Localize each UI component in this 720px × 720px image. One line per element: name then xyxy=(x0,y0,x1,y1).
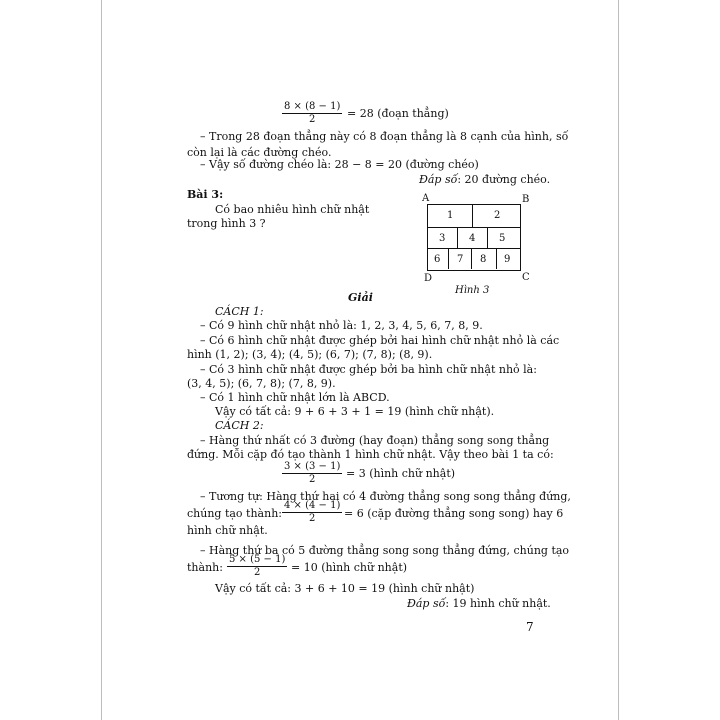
method-2-heading: CÁCH 2: xyxy=(215,419,264,432)
fraction-4 xyxy=(227,554,287,579)
text-line: – Tương tự: Hàng thứ hai có 4 đường thẳng song song thẳng đứng, xyxy=(200,490,571,503)
text-line: thành: xyxy=(187,561,223,574)
corner-label-d: D xyxy=(424,273,433,284)
fraction-2-result: = 3 (hình chữ nhật) xyxy=(346,467,456,480)
text-line: hình chữ nhật. xyxy=(187,524,268,537)
text-line: – Có 1 hình chữ nhật lớn là ABCD. xyxy=(200,391,390,404)
fraction-4-result: = 10 (hình chữ nhật) xyxy=(291,561,408,574)
cell-label: 6 xyxy=(434,254,441,265)
exercise-title: Bài 3: xyxy=(187,188,224,201)
figure-col-divider xyxy=(448,248,449,269)
figure-col-divider xyxy=(496,248,497,269)
fraction-numerator: 3 × (3 − 1) xyxy=(284,461,341,472)
solution-heading: Giải xyxy=(348,291,373,304)
text-line: – Trong 28 đoạn thẳng này có 8 đoạn thẳng là 8 cạnh của hình, số xyxy=(200,130,569,143)
text-line: còn lại là các đường chéo. xyxy=(187,146,332,159)
figure-col-divider xyxy=(471,248,472,269)
text-line: đứng. Mỗi cặp đó tạo thành 1 hình chữ nhật. Vậy theo bài 1 ta có: xyxy=(187,448,554,461)
text-line: – Vậy số đường chéo là: 28 − 8 = 20 (đường chéo) xyxy=(200,158,479,171)
answer-text: : 20 đường chéo. xyxy=(457,173,551,186)
question-line: trong hình 3 ? xyxy=(187,217,266,230)
cell-label: 7 xyxy=(457,254,464,265)
figure-col-divider xyxy=(457,227,458,248)
figure-col-divider xyxy=(487,227,488,248)
fraction-denominator: 2 xyxy=(254,567,261,578)
figure-col-divider xyxy=(472,204,473,227)
cell-label: 1 xyxy=(447,210,454,221)
fraction-numerator: 5 × (5 − 1) xyxy=(229,554,286,565)
corner-label-c: C xyxy=(522,272,530,283)
corner-label-b: B xyxy=(522,194,530,205)
figure-row-divider xyxy=(427,248,520,249)
cell-label: 3 xyxy=(439,233,446,244)
method-1-heading: CÁCH 1: xyxy=(215,305,264,318)
corner-label-a: A xyxy=(422,193,430,204)
answer-text: : 19 hình chữ nhật. xyxy=(445,597,551,610)
fraction-1-result: = 28 (đoạn thẳng) xyxy=(347,107,449,120)
fraction-numerator: 4 × (4 − 1) xyxy=(284,500,341,511)
cell-label: 8 xyxy=(480,254,487,265)
text-line: – Có 9 hình chữ nhật nhỏ là: 1, 2, 3, 4, 5, 6, 7, 8, 9. xyxy=(200,319,483,332)
cell-label: 4 xyxy=(469,233,476,244)
text-line: Vậy có tất cả: 3 + 6 + 10 = 19 (hình chữ nhật) xyxy=(215,582,475,595)
text-line: – Hàng thứ ba có 5 đường thẳng song song thẳng đứng, chúng tạo xyxy=(200,544,570,557)
book-page xyxy=(101,0,619,720)
cell-label: 5 xyxy=(499,233,506,244)
question-line: Có bao nhiêu hình chữ nhật xyxy=(215,203,370,216)
fraction-numerator: 8 × (8 − 1) xyxy=(284,101,341,112)
figure-row-divider xyxy=(427,227,520,228)
text-line: – Có 6 hình chữ nhật được ghép bởi hai hình chữ nhật nhỏ là các xyxy=(200,334,560,347)
fraction-3 xyxy=(282,500,342,525)
answer-label: Đáp số xyxy=(419,173,458,186)
page-number: 7 xyxy=(526,620,534,634)
answer-line-2 xyxy=(407,597,551,611)
cell-label: 2 xyxy=(494,210,501,221)
fraction-denominator: 2 xyxy=(309,474,316,485)
text-line: – Hàng thứ nhất có 3 đường (hay đoạn) thẳng song song thẳng xyxy=(200,434,550,447)
text-line: Vậy có tất cả: 9 + 6 + 3 + 1 = 19 (hình chữ nhật). xyxy=(215,405,495,418)
fraction-2 xyxy=(282,461,342,486)
fraction-denominator: 2 xyxy=(309,114,316,125)
answer-line-1 xyxy=(419,173,550,187)
text-line: chúng tạo thành: xyxy=(187,507,282,520)
cell-label: 9 xyxy=(504,254,511,265)
text-line: hình (1, 2); (3, 4); (4, 5); (6, 7); (7, 8); (8, 9). xyxy=(187,348,433,361)
fraction-denominator: 2 xyxy=(309,513,316,524)
fraction-1 xyxy=(282,101,342,126)
text-line: – Có 3 hình chữ nhật được ghép bởi ba hình chữ nhật nhỏ là: xyxy=(200,363,537,376)
answer-label: Đáp số xyxy=(407,597,446,610)
text-line: (3, 4, 5); (6, 7, 8); (7, 8, 9). xyxy=(187,377,336,390)
fraction-3-result: = 6 (cặp đường thẳng song song) hay 6 xyxy=(344,507,564,520)
figure-caption: Hình 3 xyxy=(455,285,490,296)
